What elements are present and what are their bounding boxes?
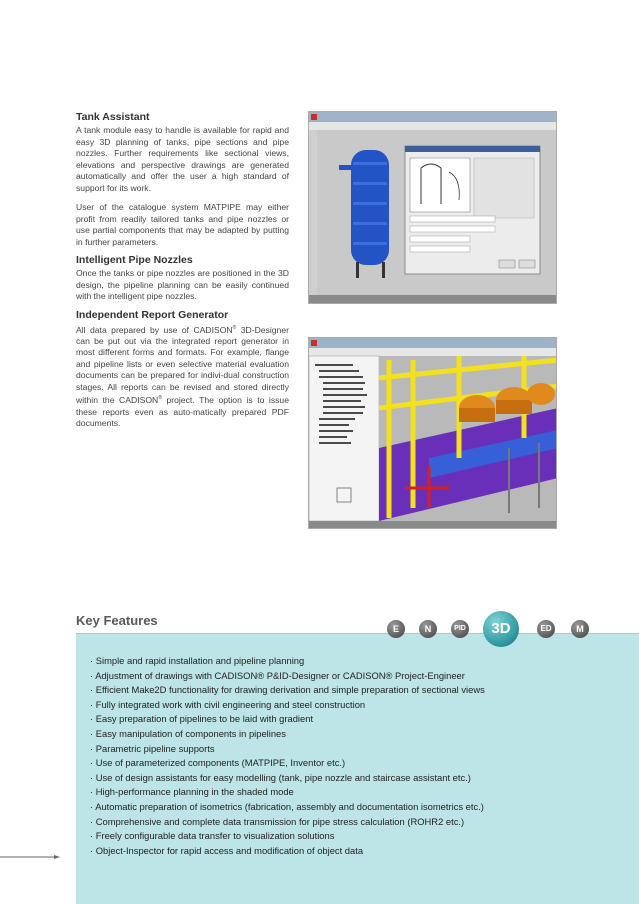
tank-assistant-screenshot: [308, 111, 557, 304]
list-item: · Simple and rapid installation and pipeline planning: [90, 655, 305, 666]
list-item: · Freely configurable data transfer to visualization solutions: [90, 830, 335, 842]
key-features-list: [90, 654, 485, 858]
badge-e: E: [387, 620, 405, 638]
report-generator-screenshot: [308, 337, 557, 529]
list-item: · Fully integrated work with civil engineering and steel construction: [90, 698, 366, 710]
badge-n: N: [419, 620, 437, 638]
left-text-column: [76, 111, 289, 438]
key-features-heading: Key Features: [76, 613, 158, 628]
list-item: · High-performance planning in the shaded mode: [90, 786, 294, 798]
list-item: · Easy manipulation of components in pipelines: [90, 727, 286, 739]
report-generator-paragraph: All data prepared by use of CADISON® 3D-Designer can be put out via the integrated report generator in most different forms and formats. For example, flange and pipeline lists or even selective material evaluation documents can be prepared for indivi-dual construction stages. All reports can be revised and stored directly within the CADISON® project. The option is to issue these reports even as auto-matically prepared PDF documents.: [76, 324, 289, 429]
list-item: · Automatic preparation of isometrics (fabrication, assembly and documentation isometrics etc.): [90, 800, 484, 812]
list-item: · Use of parameterized components (MATPIPE, Inventor etc.): [90, 757, 346, 769]
list-item: · Easy preparation of pipelines to be laid with gradient: [90, 713, 314, 725]
list-item: · Object-Inspector for rapid access and modification of object data: [90, 844, 364, 856]
tank-assistant-paragraph-2: User of the catalogue system MATPIPE may either profit from readily tailored tanks and pipe nozzles or use partial components that may be adapted by putting in further parameters.: [76, 202, 289, 247]
list-item: · Use of design assistants for easy modelling (tank, pipe nozzle and staircase assistant etc.): [90, 771, 471, 783]
badge-ed: ED: [537, 620, 555, 638]
pipe-nozzles-heading: Intelligent Pipe Nozzles: [76, 254, 193, 266]
tank-assistant-heading: Tank Assistant: [76, 111, 150, 123]
tank-assistant-paragraph-1: A tank module easy to handle is available for rapid and easy 3D planning of tanks, pipe sections and pipe nozzles. Further requirements like sectional views, elevations and perspective drawings are generated automatically and offer the user a high standard of support for its work.: [76, 125, 289, 193]
tank-assistant-illustration: [309, 112, 557, 304]
list-item: · Parametric pipeline supports: [90, 742, 215, 754]
list-item: · Adjustment of drawings with CADISON® P&ID-Designer or CADISON® Project-Engineer: [90, 669, 465, 681]
report-generator-heading: Independent Report Generator: [76, 308, 229, 321]
badge-pid: PID: [451, 620, 469, 638]
pipe-nozzles-paragraph: Once the tanks or pipe nozzles are positioned in the 3D design, the pipeline planning can be easily continued with the intelligent pipe nozzles.: [76, 268, 289, 301]
badge-3d: 3D: [483, 611, 519, 647]
module-badges: [385, 618, 595, 640]
list-item: · Comprehensive and complete data transmission for pipe stress calculation (ROHR2 etc.): [90, 815, 465, 827]
badge-m: M: [571, 620, 589, 638]
plant-3d-illustration: [309, 338, 557, 529]
arrow-right-icon: [0, 855, 60, 859]
list-item: · Efficient Make2D functionality for drawing derivation and simple preparation of sectional views: [90, 684, 485, 696]
